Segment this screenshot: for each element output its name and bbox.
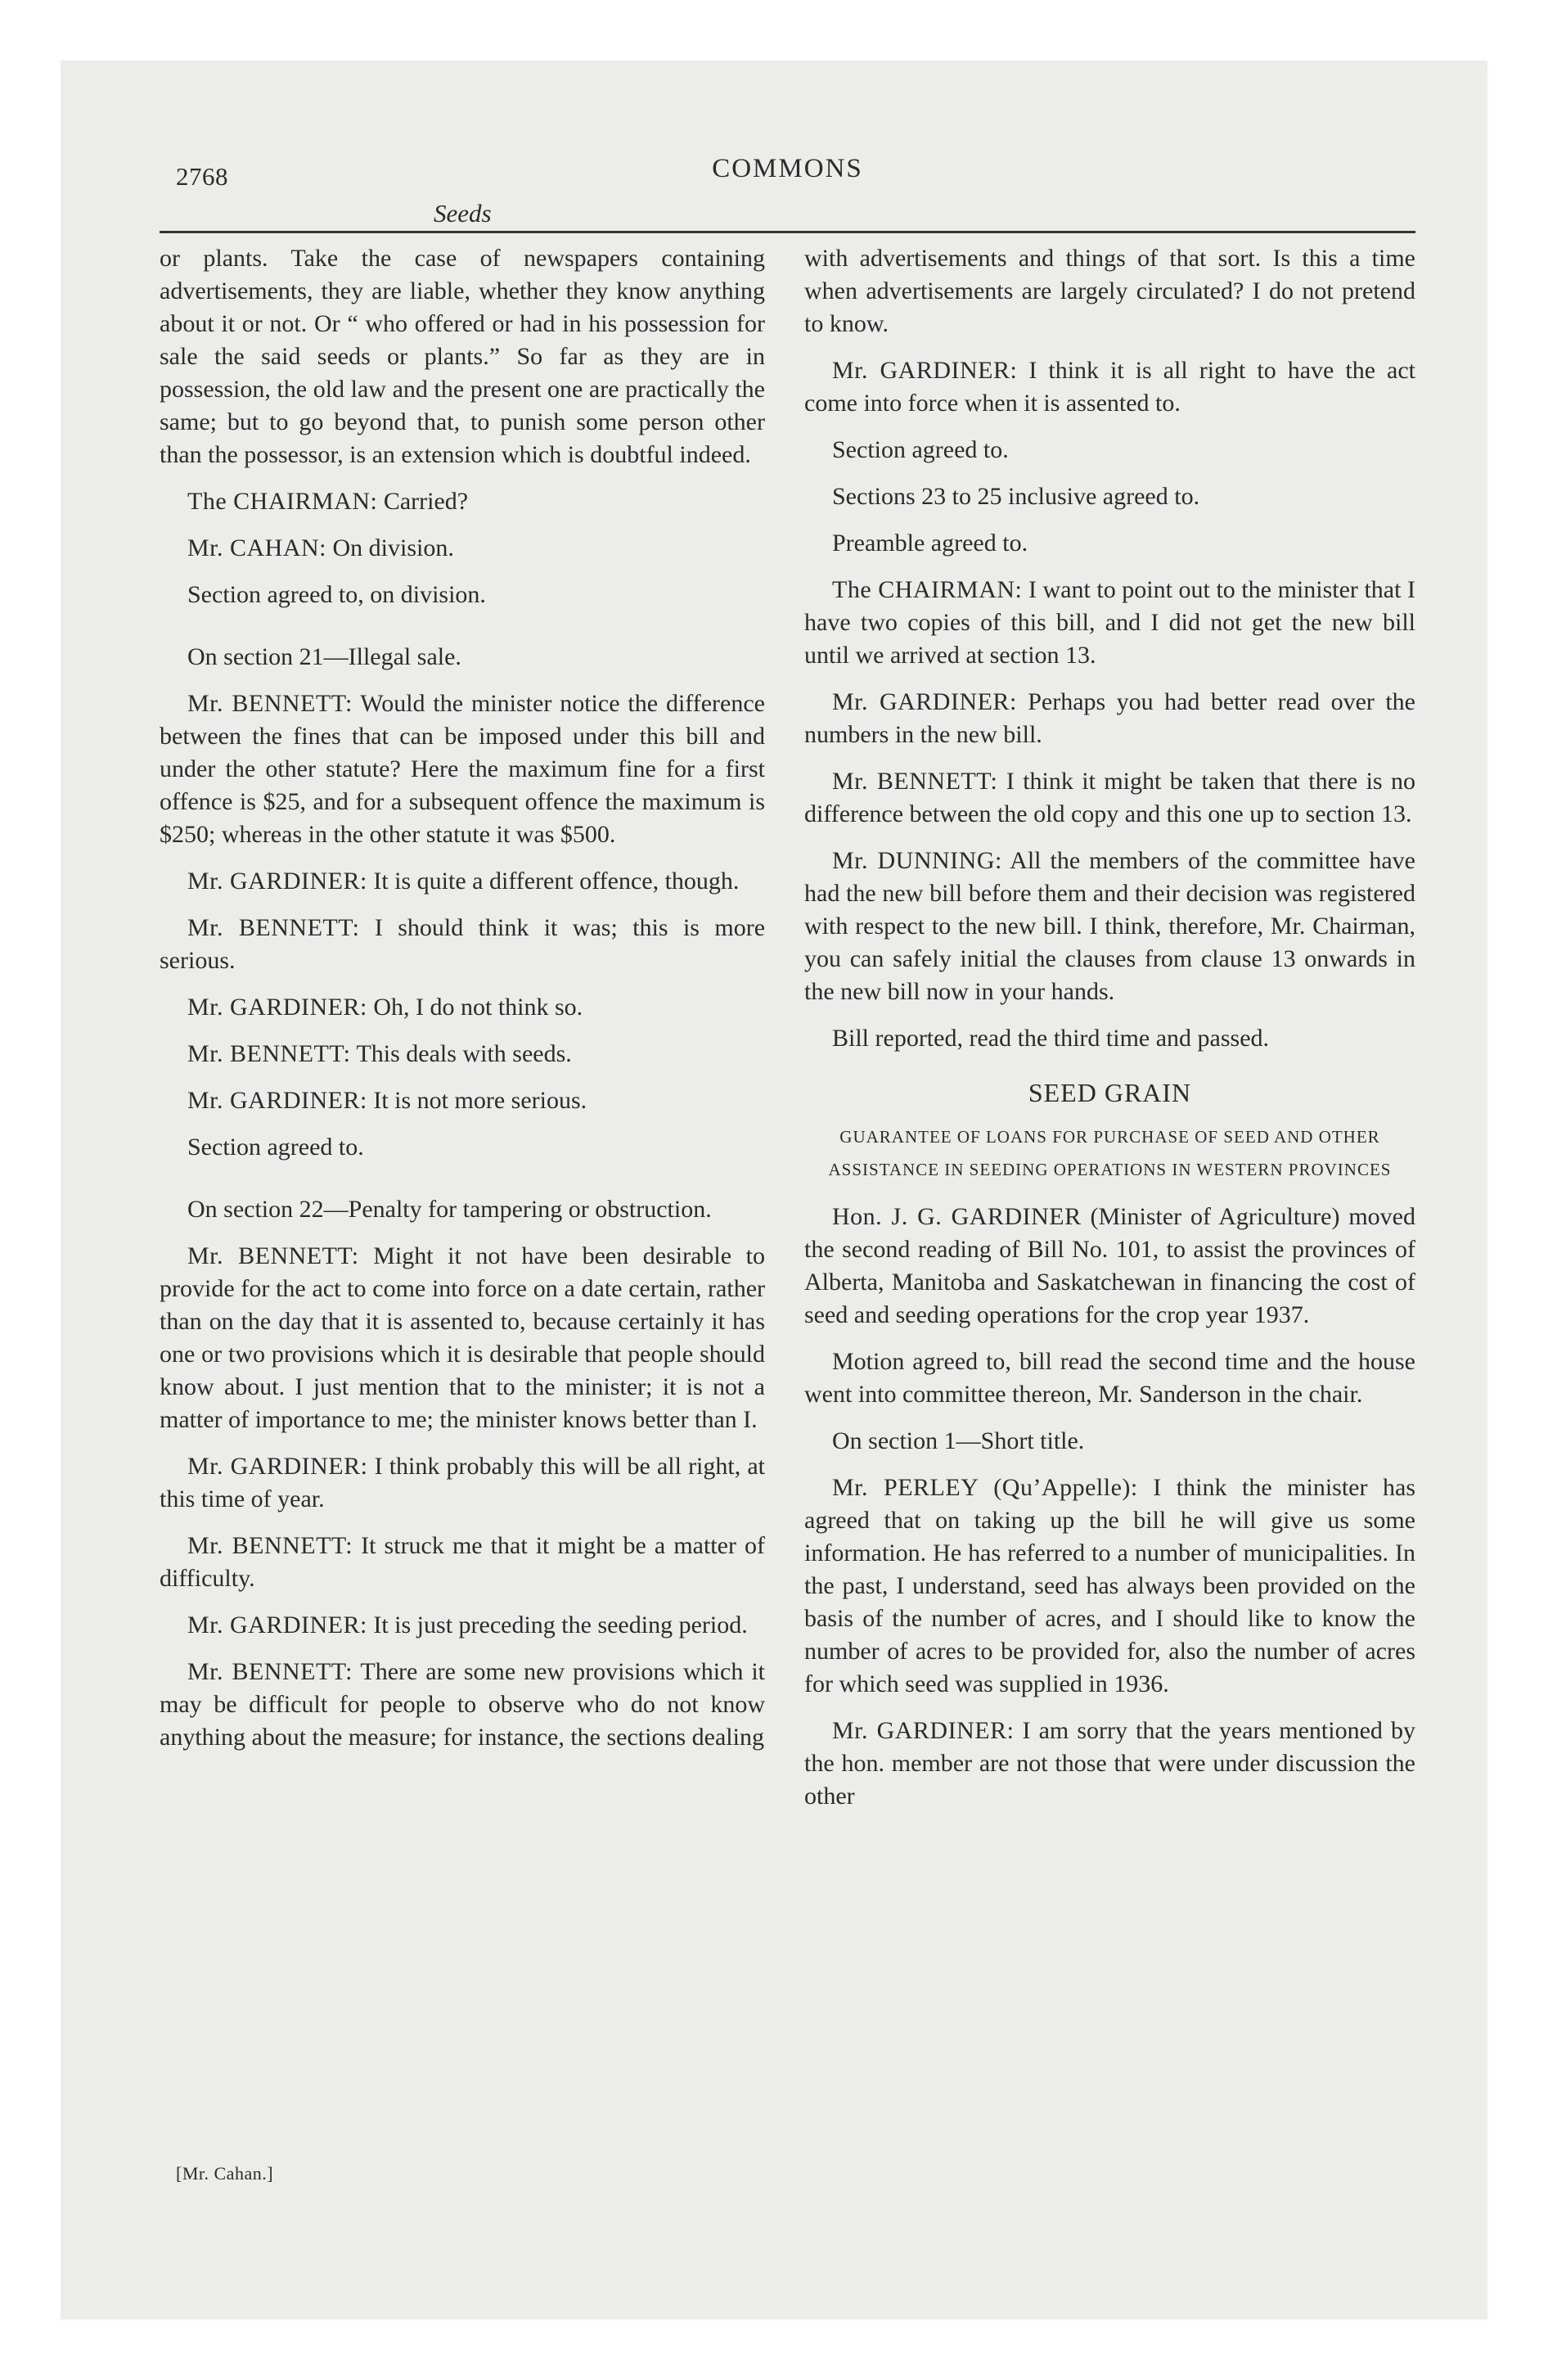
speaker-name: Mr. GARDINER: [832, 1717, 1015, 1744]
paragraph: On section 1—Short title. [832, 1427, 1085, 1454]
paragraph: Mr. GARDINER: I think it is all right to have the act come into force when it is assented to. [804, 357, 1416, 417]
paragraph: Mr. GARDINER: Perhaps you had better read over the numbers in the new bill. [804, 688, 1415, 748]
speaker-name: Mr. CAHAN: [187, 534, 327, 561]
paragraph: Mr. BENNETT: Would the minister notice the difference between the fines that can be imposed under this bill and under the other statute? Here the maximum fine for a first offence is $25, and for a subsequent offence the maximum is $250; whereas in the other statute it was $500. [160, 690, 765, 848]
paragraph: The CHAIRMAN: Carried? [187, 488, 469, 515]
speaker-name: Mr. BENNETT: [187, 690, 353, 717]
page-header [160, 146, 1415, 236]
speaker-name: Mr. BENNETT: [187, 1532, 353, 1559]
paragraph: Sections 23 to 25 inclusive agreed to. [832, 483, 1200, 510]
paragraph: Mr. BENNETT: Might it not have been desirable to provide for the act to come into force on a date certain, rather than on the day that it is assented to, because certainly it has one or two provisions which it is desirable that people should know about. I just mention that to the minister; it is not a matter of importance to me; the minister knows better than I. [160, 1242, 766, 1433]
paragraph: The CHAIRMAN: I want to point out to the minister that I have two copies of this bill, and I did not get the new bill until we arrived at section 13. [804, 576, 1415, 669]
section-title: SEED GRAIN [1028, 1078, 1192, 1107]
right-column [804, 242, 1415, 1827]
speaker-name: Mr. BENNETT: [187, 1242, 359, 1269]
speaker-name: Mr. BENNETT: [832, 768, 998, 795]
speaker-name: The CHAIRMAN: [832, 576, 1023, 603]
paragraph: Bill reported, read the third time and passed. [832, 1025, 1270, 1052]
paragraph: Mr. GARDINER: I think probably this will be all right, at this time of year. [160, 1453, 765, 1512]
speaker-name: Mr. GARDINER: [832, 688, 1017, 715]
paragraph: Mr. BENNETT: I should think it was; this is more serious. [160, 914, 766, 974]
paragraph: Mr. BENNETT: I think it might be taken that there is no difference between the old copy and this one up to section 13. [804, 768, 1415, 827]
left-column [160, 242, 765, 1768]
paragraph: Mr. GARDINER: It is not more serious. [187, 1087, 587, 1114]
hansard-page [160, 137, 1415, 2216]
speaker-name: Mr. BENNETT: [187, 1040, 351, 1067]
page-number: 2768 [176, 162, 228, 191]
paragraph: On section 21—Illegal sale. [187, 643, 461, 670]
paragraph: Mr. BENNETT: This deals with seeds. [187, 1040, 572, 1067]
paragraph: Mr. CAHAN: On division. [187, 534, 454, 561]
speaker-name: Mr. BENNETT: [187, 914, 360, 941]
speaker-name: Mr. GARDINER: [187, 1453, 368, 1480]
speaker-name: Mr. GARDINER: [832, 357, 1018, 384]
paragraph: On section 22—Penalty for tampering or obstruction. [187, 1196, 712, 1223]
speaker-name: Mr. BENNETT: [187, 1658, 353, 1685]
paragraph: Hon. J. G. GARDINER (Minister of Agriculture) moved the second reading of Bill No. 101, to assist the provinces of Alberta, Manitoba and Saskatchewan in financing the cost of seed and seeding operations for the crop year 1937. [804, 1203, 1415, 1328]
subject-heading: Seeds [434, 199, 492, 228]
header-rule [160, 231, 1415, 233]
speaker-name: Mr. GARDINER: [187, 1087, 367, 1114]
speaker-name: Mr. PERLEY (Qu’Appelle): [832, 1474, 1138, 1501]
paragraph: Motion agreed to, bill read the second time and the house went into committee thereon, Mr. Sanderson in the chair. [804, 1348, 1415, 1408]
paragraph: Mr. GARDINER: I am sorry that the years mentioned by the hon. member are not those that were under discussion the other [804, 1717, 1416, 1810]
paragraph: or plants. Take the case of newspapers containing advertisements, they are liable, whether they know anything about it or not. Or “ who offered or had in his possession for sale the said seeds or plants.” So far as they are in possession, the old law and the present one are practically the same; but to go beyond that, to punish some person other than the possessor, is an extension which is doubtful indeed. [160, 245, 765, 468]
running-title: COMMONS [712, 154, 863, 183]
paragraph: Preamble agreed to. [832, 530, 1028, 557]
paragraph: Mr. BENNETT: It struck me that it might be a matter of difficulty. [160, 1532, 766, 1592]
speaker-name: Hon. J. G. GARDINER [832, 1203, 1082, 1230]
paragraph: Mr. DUNNING: All the members of the committee have had the new bill before them and their decision was registered with respect to the new bill. I think, therefore, Mr. Chairman, you can safely initial the clauses from clause 13 onwards in the new bill now in your hands. [804, 847, 1415, 1005]
paragraph: Section agreed to. [187, 1134, 364, 1161]
paragraph: with advertisements and things of that sort. Is this a time when advertisements are largely circulated? I do not pretend to know. [804, 245, 1415, 337]
paragraph: Mr. GARDINER: It is quite a different offence, though. [187, 868, 740, 895]
paragraph: Section agreed to. [832, 436, 1009, 463]
speaker-name: Mr. GARDINER: [187, 868, 367, 895]
footer-reference: [Mr. Cahan.] [176, 2163, 274, 2184]
speaker-name: Mr. DUNNING: [832, 847, 1002, 874]
speaker-name: Mr. GARDINER: [187, 994, 367, 1021]
paragraph: Section agreed to, on division. [187, 581, 486, 608]
paragraph: Mr. GARDINER: It is just preceding the seeding period. [187, 1611, 748, 1639]
paragraph: Mr. BENNETT: There are some new provisions which it may be difficult for people to observe who do not know anything about the measure; for instance, the sections dealing [160, 1658, 765, 1751]
paragraph: Mr. PERLEY (Qu’Appelle): I think the minister has agreed that on taking up the bill he will give us some information. He has referred to a number of municipalities. In the past, I understand, seed has always been provided on the basis of the number of acres, and I should like to know the number of acres to be provided for, also the number of acres for which seed was supplied in 1936. [804, 1474, 1416, 1697]
section-subtitle: GUARANTEE OF LOANS FOR PURCHASE OF SEED AND OTHER ASSISTANCE IN SEEDING OPERATIONS IN WESTERN PROVINCES [828, 1127, 1392, 1179]
speaker-name: The CHAIRMAN: [187, 488, 378, 515]
paragraph: Mr. GARDINER: Oh, I do not think so. [187, 994, 583, 1021]
speaker-name: Mr. GARDINER: [187, 1611, 367, 1639]
